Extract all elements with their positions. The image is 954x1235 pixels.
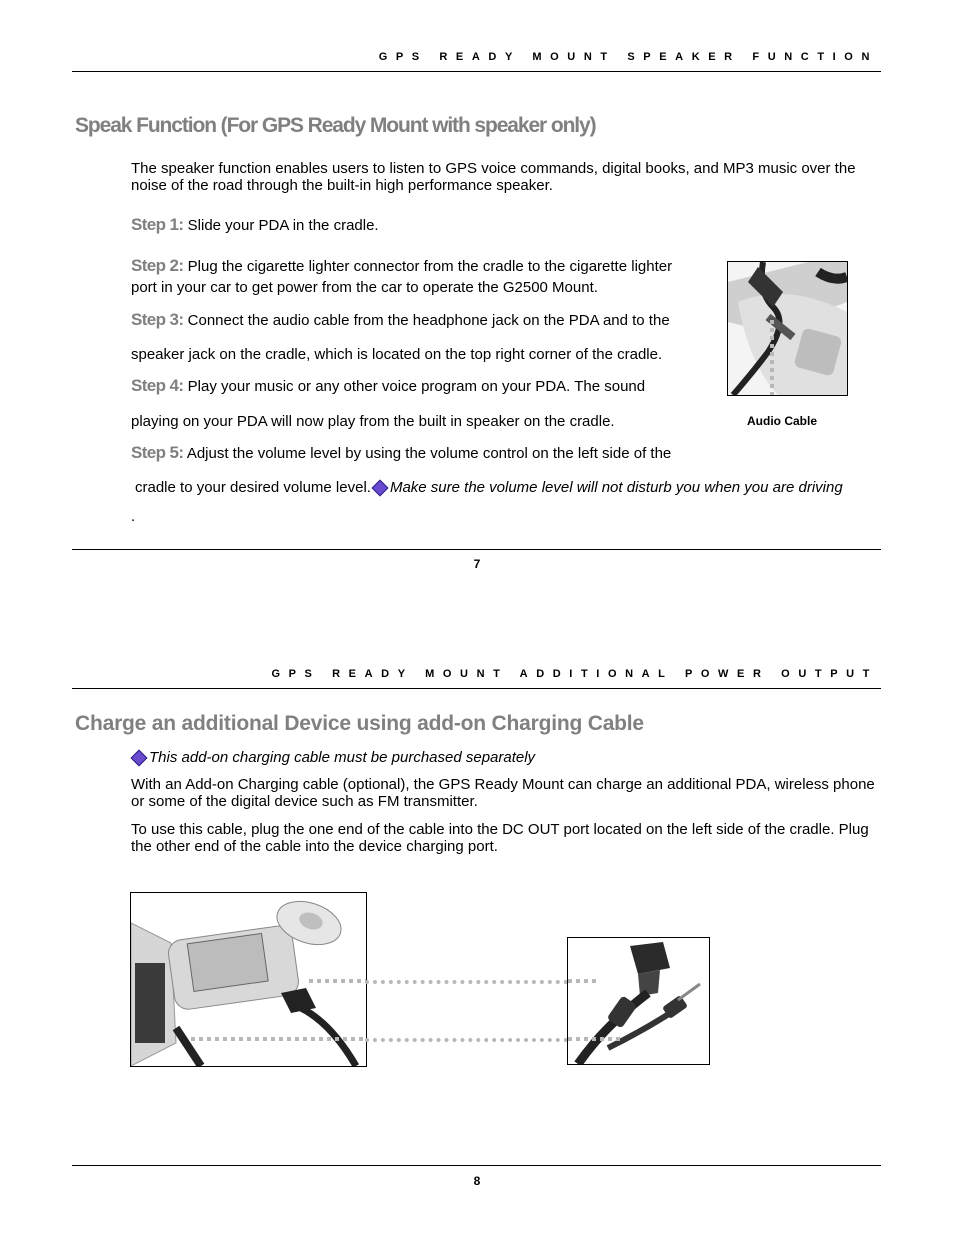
step-5-label: Step 5: [131,443,184,462]
charging-cable-illustration [568,938,709,1064]
step-5-trailing: . [131,508,136,525]
step-5-text-line2: cradle to your desired volume level. [135,479,371,496]
header-rule [72,71,881,72]
intro-paragraph: The speaker function enables users to listen to GPS voice commands, digital books, and MP3 music over the noise of the road through the built-in high performance speaker. [131,160,856,194]
audio-cable-photo [727,261,848,396]
cradle-devices-photo [130,892,367,1067]
audio-cable-caption: Audio Cable [747,414,818,428]
step-3-label: Step 3: [131,310,184,329]
step-4-text-line2: playing on your PDA will now play from the built in speaker on the cradle. [131,413,615,430]
step-4-text-line1: Play your music or any other voice program on your PDA. The sound [187,378,646,395]
step-1 [131,216,379,234]
step-1-text: Slide your PDA in the cradle. [187,217,379,234]
step-4 [131,377,645,395]
step-5 [131,444,671,462]
section-title-charge-device: Charge an additional Device using add-on Charging Cable [75,712,644,735]
purchase-note-text: This add-on charging cable must be purchased separately [149,749,536,766]
charging-cable-photo [567,937,710,1065]
charging-paragraph-1: With an Add-on Charging cable (optional), the GPS Ready Mount can charge an additional PDA, wireless phone or some of the digital device such as FM transmitter. [131,776,875,810]
section-title-speak-function: Speak Function (For GPS Ready Mount with speaker only) [75,114,596,137]
step-3-text-line1: Connect the audio cable from the headphone jack on the PDA and to the [187,312,670,329]
step-2-label: Step 2: [131,256,184,275]
step-5-note: Make sure the volume level will not disturb you when you are driving [389,479,843,496]
audio-cable-illustration [728,262,847,395]
running-head-page7: GPS READY MOUNT SPEAKER FUNCTION [378,51,878,63]
step-2-text-line2: port in your car to get power from the car to operate the G2500 Mount. [131,279,598,296]
step-5-text-line1: Adjust the volume level by using the volume control on the left side of the [186,445,672,462]
page-number-8: 8 [473,1174,481,1188]
purchase-note [131,749,535,766]
footer-rule-page7 [72,549,881,550]
step-4-label: Step 4: [131,376,184,395]
page-number-7: 7 [473,557,481,571]
step-3-text-line2: speaker jack on the cradle, which is located on the top right corner of the cradle. [131,346,663,363]
step-1-label: Step 1: [131,215,184,234]
step-2 [131,257,672,275]
step-5-line2 [135,479,843,496]
footer-rule-page8 [72,1165,881,1166]
step-2-text-line1: Plug the cigarette lighter connector from the cradle to the cigarette lighter [187,258,673,275]
header-rule-page8 [72,688,881,689]
connector-line-top [365,980,568,984]
charging-paragraph-2: To use this cable, plug the one end of the cable into the DC OUT port located on the left side of the cradle. Plug the other end of the cable into the device charging port. [131,821,869,855]
running-head-page8: GPS READY MOUNT ADDITIONAL POWER OUTPUT [271,668,878,680]
connector-line-bottom [365,1038,568,1042]
cradle-devices-illustration [131,893,366,1066]
step-3 [131,311,670,329]
note-diamond-icon [371,479,388,496]
note-diamond-icon [131,749,148,766]
